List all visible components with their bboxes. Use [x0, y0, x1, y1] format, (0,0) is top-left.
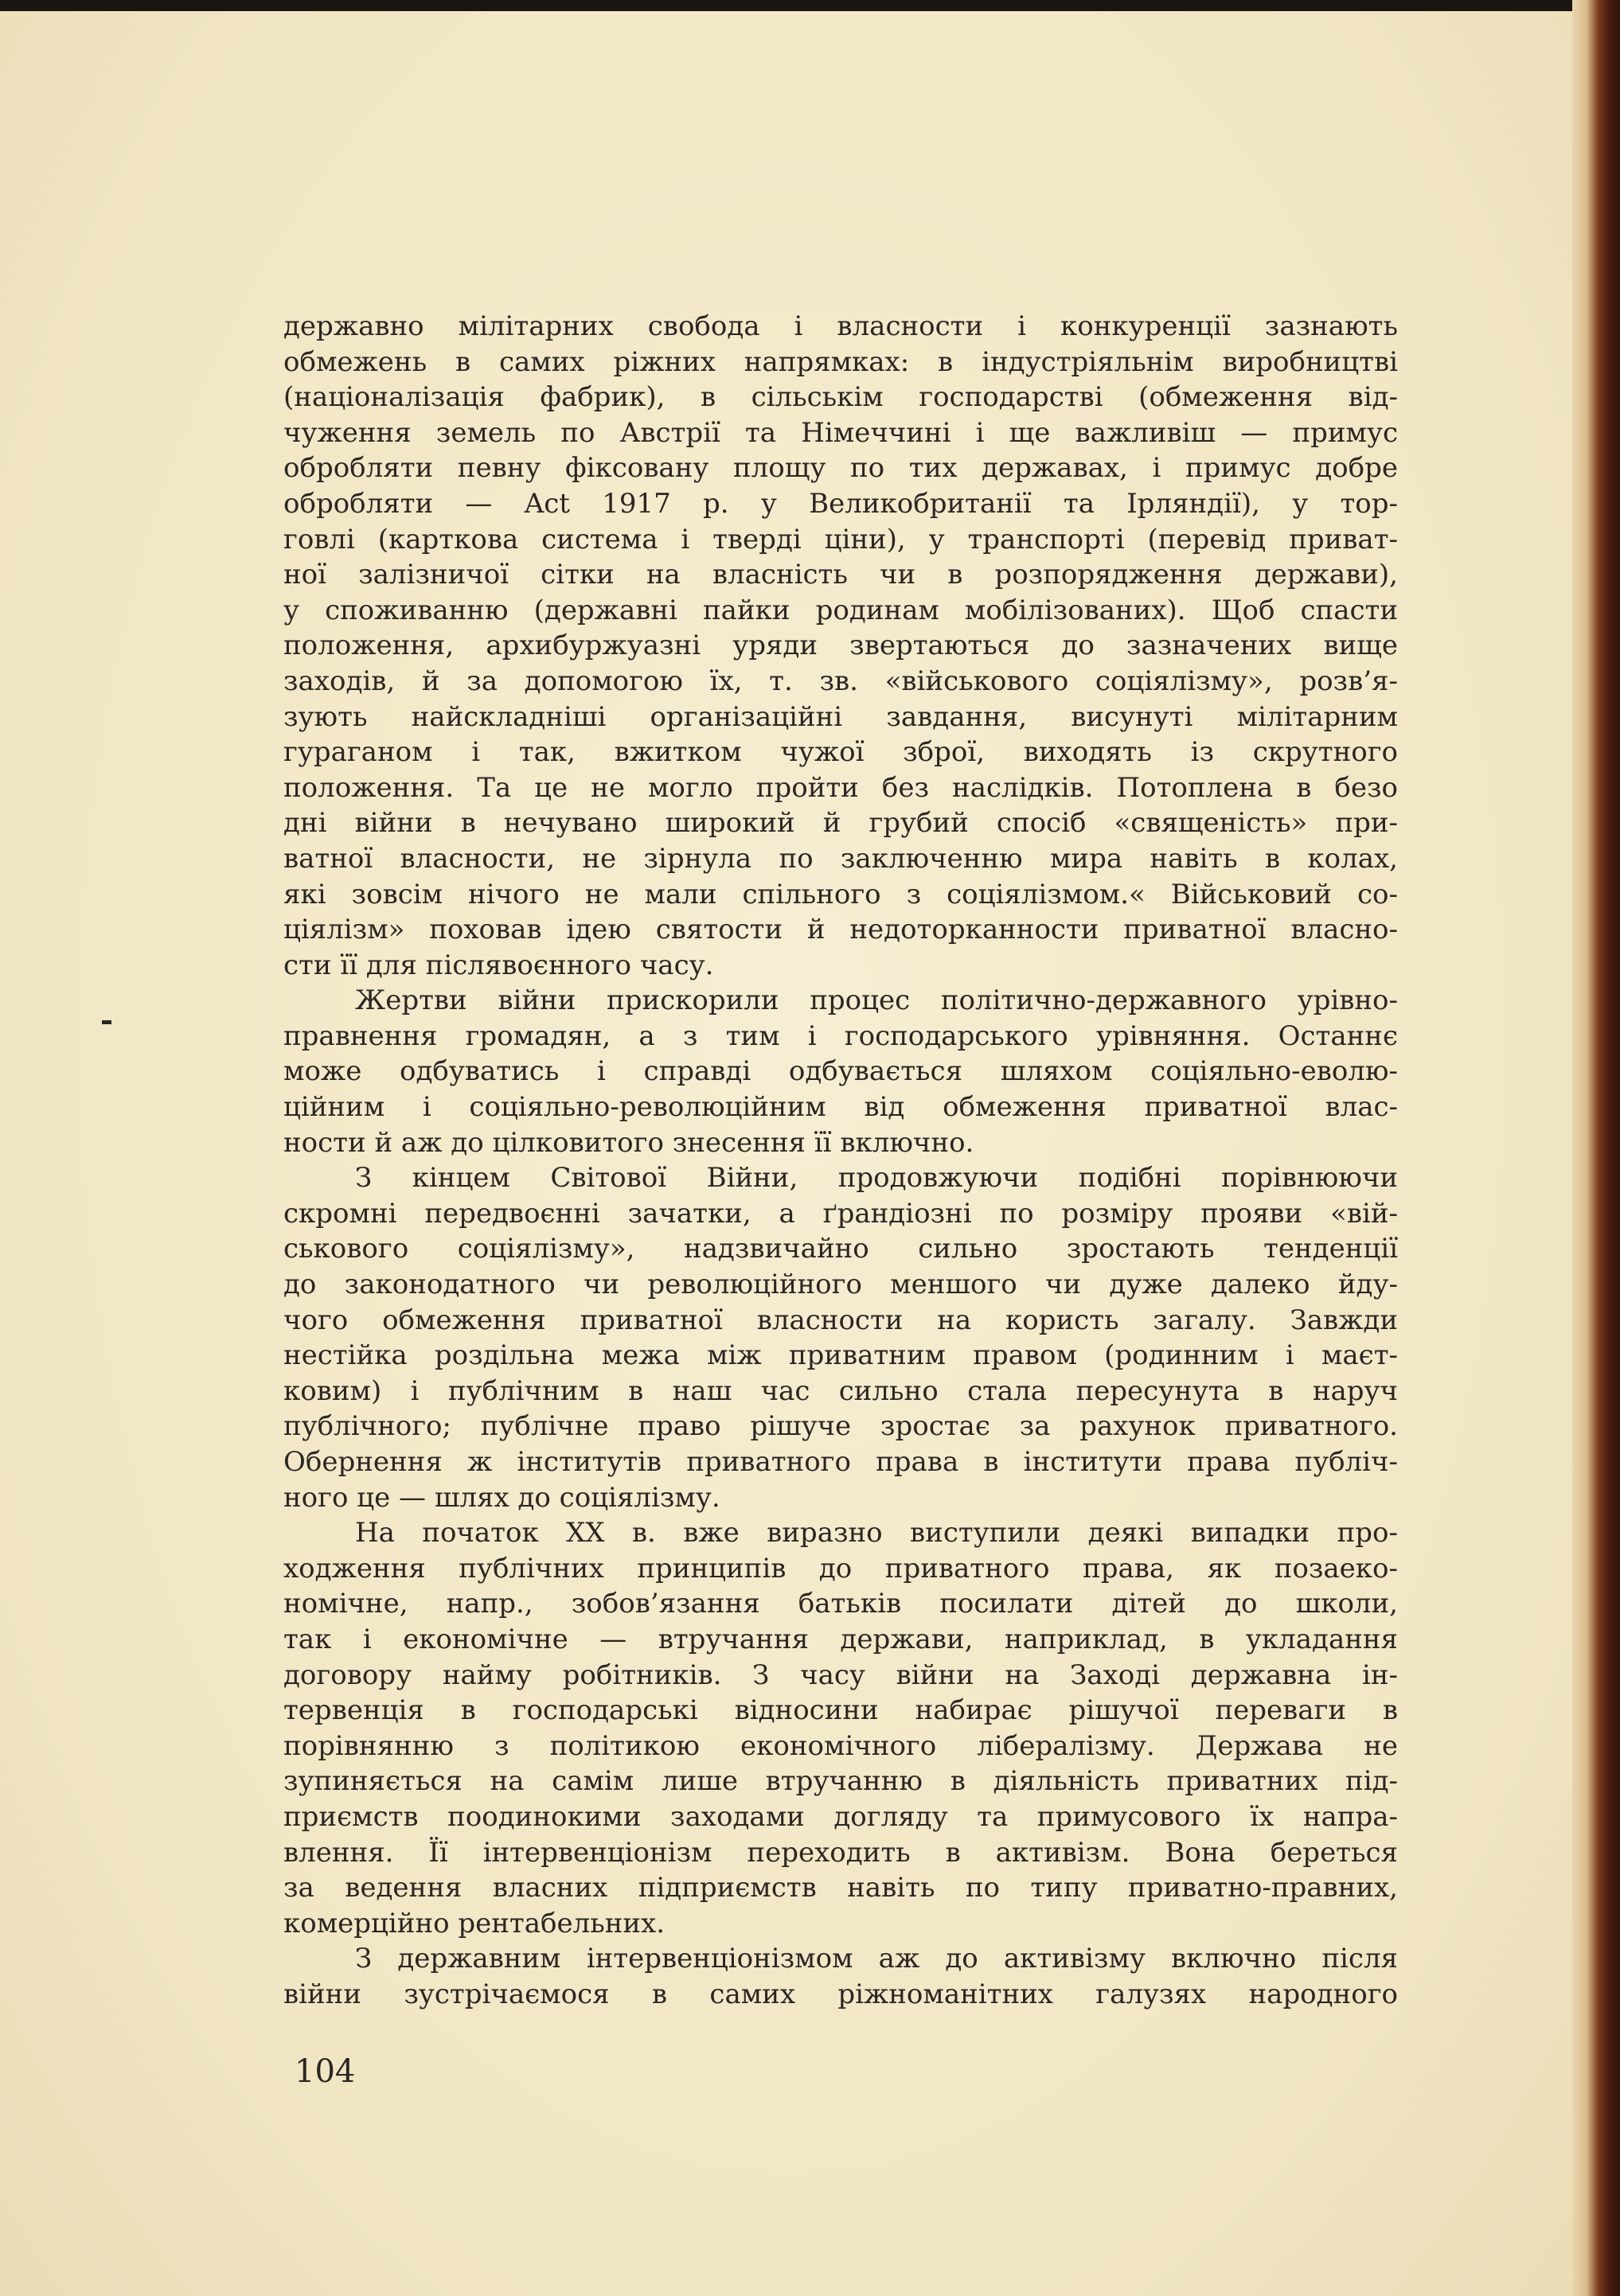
text-line: На початок XX в. вже виразно виступили деякі випадки про-	[355, 1517, 1398, 1550]
text-line: публічного; публічне право рішуче зростає за рахунок приватного.	[283, 1410, 1398, 1443]
text-line: комерційно рентабельних.	[283, 1907, 666, 1939]
scan-top-border	[0, 0, 1620, 11]
text-line: ного це — шлях до соціялізму.	[283, 1481, 720, 1514]
text-line: обмежень в самих ріжних напрямках: в індустріяльнім виробництві	[283, 345, 1398, 378]
margin-mark	[102, 1020, 111, 1024]
text-line: Обернення ж інститутів приватного права в інститути права публіч-	[283, 1446, 1398, 1478]
text-line: ходження публічних принципів до приватного права, як позаеко-	[283, 1552, 1398, 1585]
text-line: які зовсім нічого не мали спільного з соціялізмом.« Військовий со-	[283, 878, 1398, 910]
text-line: положення, архибуржуазні уряди звертаються до зазначених вище	[283, 630, 1398, 662]
body-text	[283, 309, 1398, 2013]
text-line: гураганом і так, вжитком чужої зброї, виходять із скрутного	[283, 736, 1398, 769]
text-line: нестійка роздільна межа між приватним правом (родинним і маєт-	[283, 1339, 1398, 1372]
text-line: до законодатного чи революційного меншого чи дуже далеко йду-	[283, 1269, 1398, 1301]
text-line: порівнянню з політикою економічного лібералізму. Держава не	[283, 1729, 1398, 1762]
text-line: обробляти певну фіксовану площу по тих державах, і примус добре	[283, 452, 1398, 485]
text-line: влення. Її інтервенціонізм переходить в активізм. Вона береться	[283, 1836, 1398, 1869]
book-spine-edge	[1572, 0, 1620, 2296]
text-line: чуження земель по Австрії та Німеччині і ще важливіш — примус	[283, 416, 1398, 449]
text-line: ськового соціялізму», надзвичайно сильно зростають тенденції	[283, 1233, 1398, 1265]
text-line: чого обмеження приватної власности на користь загалу. Завжди	[283, 1304, 1398, 1336]
text-line: З кінцем Світової Війни, продовжуючи подібні порівнюючи	[355, 1162, 1398, 1195]
text-line: номічне, напр., зобов’язання батьків посилати дітей до школи,	[283, 1588, 1398, 1620]
text-line: дні війни в нечувано широкий й грубий спосіб «священість» при-	[283, 807, 1398, 840]
text-line: так і економічне — втручання держави, наприклад, в укладання	[283, 1623, 1398, 1655]
text-line: зують найскладніші організаційні завдання, висунуті мілітарним	[283, 700, 1398, 733]
text-line: (націоналізація фабрик), в сільськім господарстві (обмеження від-	[283, 381, 1398, 414]
text-line: З державним інтервенціонізмом аж до активізму включно після	[355, 1943, 1398, 1975]
text-line: сти її для післявоєнного часу.	[283, 949, 714, 981]
text-line: правнення громадян, а з тим і господарського урівняння. Останнє	[283, 1019, 1398, 1052]
text-line: війни зустрічаємося в самих ріжноманітних галузях народного	[283, 1978, 1398, 2010]
text-line: ковим) і публічним в наш час сильно стала пересунута в наруч	[283, 1374, 1398, 1407]
text-line: положення. Та це не могло пройти без наслідків. Потоплена в безо	[283, 771, 1398, 804]
text-line: договору найму робітників. З часу війни на Заході державна ін-	[283, 1659, 1398, 1691]
text-line: обробляти — Act 1917 р. у Великобританії та Ірляндії), у тор-	[283, 487, 1398, 520]
text-line: ціялізм» поховав ідею святости й недоторканности приватної власно-	[283, 914, 1398, 946]
text-line: зупиняється на самім лише втручанню в діяльність приватних під-	[283, 1765, 1398, 1798]
text-line: ности й аж до цілковитого знесення її включно.	[283, 1126, 974, 1159]
text-line: може одбуватись і справді одбувається шляхом соціяльно-еволю-	[283, 1055, 1398, 1088]
text-line: у споживанню (державні пайки родинам мобілізованих). Щоб спасти	[283, 594, 1398, 626]
text-line: ної залізничої сітки на власність чи в розпорядження держави),	[283, 559, 1398, 591]
page-number: 104	[295, 2053, 356, 2090]
text-line: тервенція в господарські відносини набирає рішучої переваги в	[283, 1694, 1398, 1727]
text-line: говлі (карткова система і тверді ціни), у транспорті (перевід приват-	[283, 523, 1398, 555]
text-line: Жертви війни прискорили процес політично-державного урівно-	[355, 984, 1398, 1017]
text-line: скромні передвоєнні зачатки, а ґрандіозні по розміру прояви «вій-	[283, 1197, 1398, 1230]
text-line: ватної власности, не зірнула по заключенню мира навіть в колах,	[283, 842, 1398, 875]
text-line: ційним і соціяльно-революційним від обмеження приватної влас-	[283, 1091, 1398, 1124]
text-line: приємств поодинокими заходами догляду та примусового їх напра-	[283, 1800, 1398, 1833]
text-line: заходів, й за допомогою їх, т. зв. «військового соціялізму», розв’я-	[283, 665, 1398, 697]
text-line: за ведення власних підприємств навіть по типу приватно-правних,	[283, 1872, 1398, 1904]
text-line: державно мілітарних свобода і власности і конкуренції зазнають	[283, 310, 1398, 342]
